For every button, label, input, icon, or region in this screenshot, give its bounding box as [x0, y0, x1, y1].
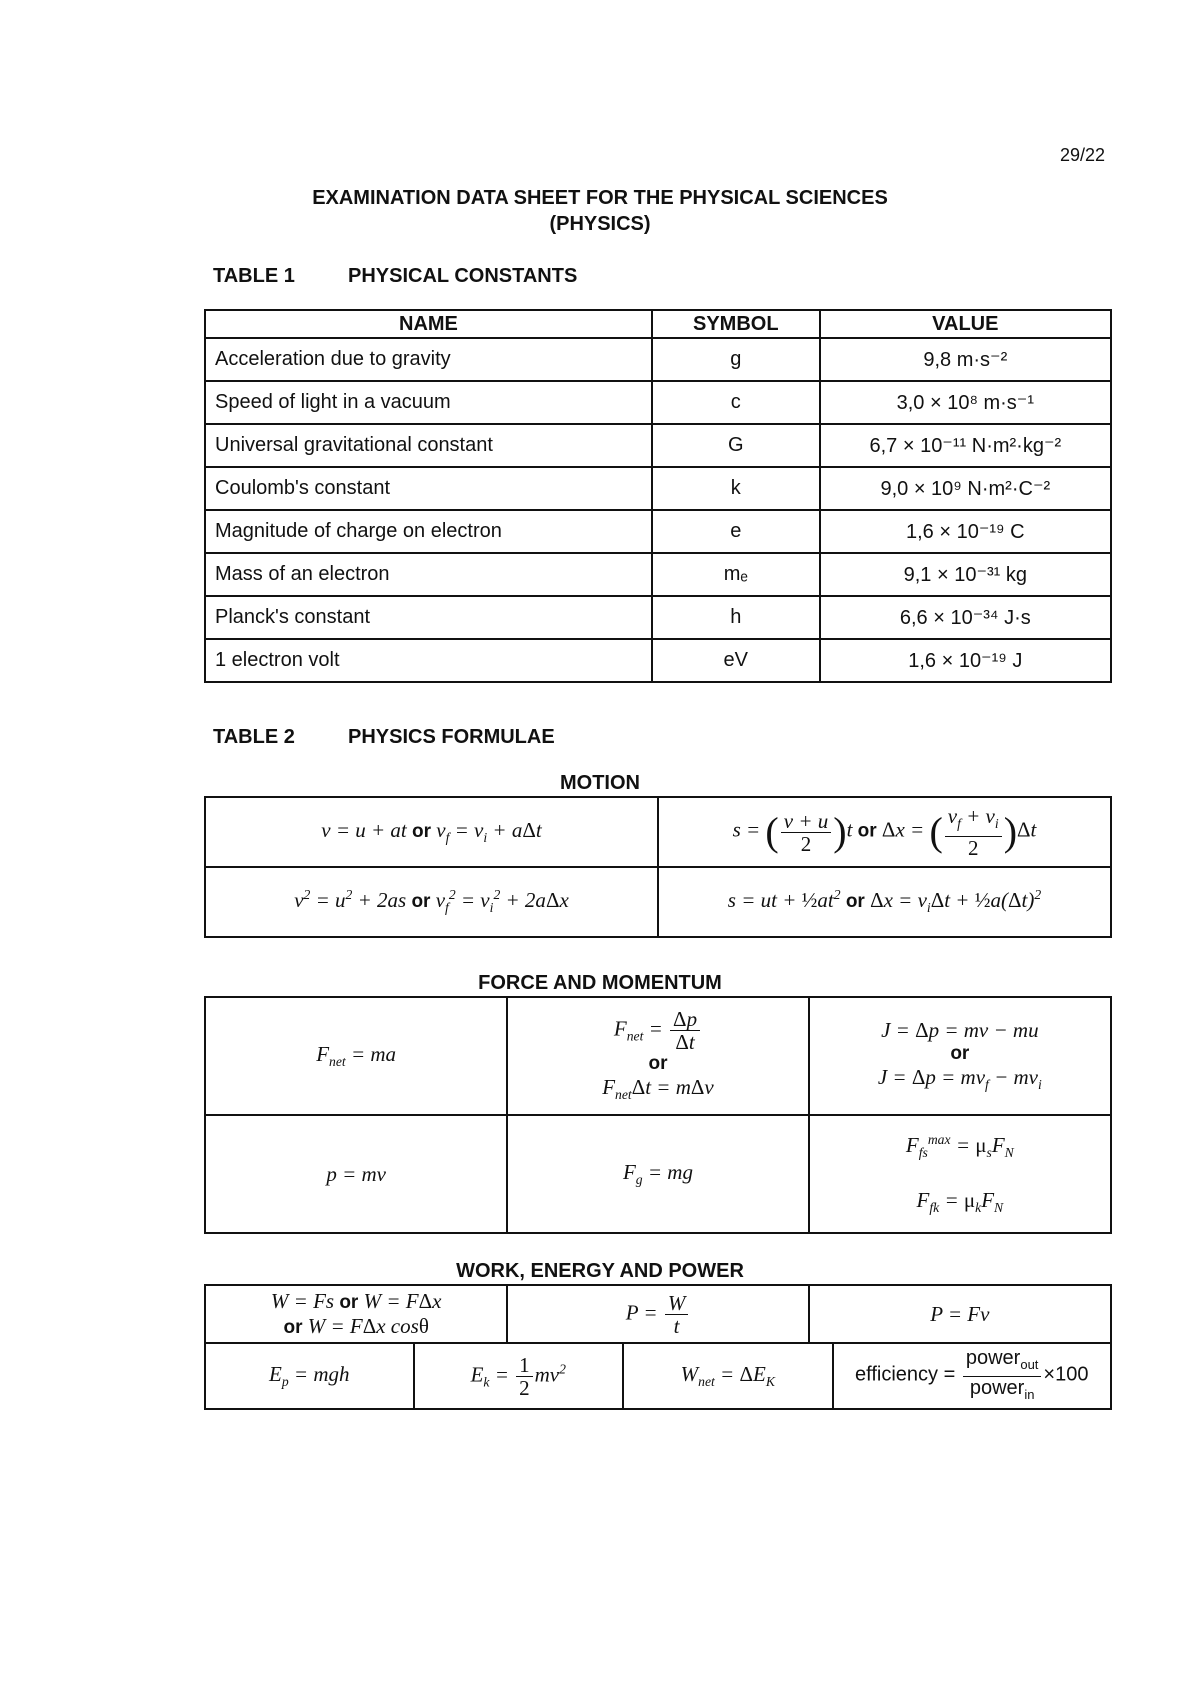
constant-value: 1,6 × 10⁻¹⁹ C: [820, 510, 1111, 553]
constant-name: Mass of an electron: [205, 553, 652, 596]
formula-newton-second-law: $F_{net}$ = ma: [205, 997, 507, 1115]
efficiency-label: efficiency: [855, 1363, 939, 1386]
work-formula-table-top: [204, 1284, 1112, 1344]
formula-weight: $F_g$ = mg: [507, 1115, 808, 1233]
motion-formula-table: [204, 796, 1112, 938]
force-momentum-heading: FORCE AND MOMENTUM: [478, 972, 722, 994]
constant-value: 3,0 × 10⁸ m·s⁻¹: [820, 381, 1111, 424]
table-row: [205, 424, 1111, 467]
power-in-label: power: [969, 1376, 1025, 1399]
constant-value: 6,6 × 10⁻³⁴ J·s: [820, 596, 1111, 639]
formula-potential-energy: $E_p$ = mgh: [205, 1343, 414, 1409]
constants-header-row: [205, 310, 1111, 338]
constant-value: 9,1 × 10⁻³¹ kg: [820, 553, 1111, 596]
table2-title: PHYSICS FORMULAE: [348, 726, 555, 748]
power-out-label: power: [965, 1346, 1021, 1369]
title-line-2: (PHYSICS): [549, 213, 651, 235]
table-row: [205, 797, 1111, 867]
constant-symbol: k: [652, 467, 820, 510]
constant-value: 6,7 × 10⁻¹¹ N·m²·kg⁻²: [820, 424, 1111, 467]
formula-power: P = $\frac{W}{t}$: [507, 1285, 808, 1343]
constant-symbol: eV: [652, 639, 820, 682]
table1-number: TABLE 1: [213, 265, 295, 287]
formula-impulse-force: $F_{net}$ = $\frac{\Delta p}{\Delta t}$ or $F_{net}\Delta t = m\Delta v$: [507, 997, 808, 1115]
header-name: NAME: [205, 310, 652, 338]
formula-velocity-squared: $v^2 = u^2 + 2as$ or $v_f^2 = v_i^2 + 2a\Delta x$: [205, 867, 658, 937]
formula-power-velocity: P = Fv: [809, 1285, 1111, 1343]
formula-velocity: v = u + at or $v_f = v_i + a\Delta t$: [205, 797, 658, 867]
title-line-1: EXAMINATION DATA SHEET FOR THE PHYSICAL SCIENCES: [312, 187, 888, 209]
table1-heading: [213, 265, 577, 288]
force-formula-table: [204, 996, 1112, 1234]
table-row: [205, 596, 1111, 639]
table-row: [205, 381, 1111, 424]
table-row: [205, 510, 1111, 553]
constant-name: 1 electron volt: [205, 639, 652, 682]
formula-work: W = Fs or W = FΔx or W = FΔx cosθ: [205, 1285, 507, 1343]
formula-kinetic-energy: $E_k$ = $\frac{1}{2}$ $mv^2$: [414, 1343, 624, 1409]
times-100-label: ×100: [1043, 1363, 1089, 1386]
constant-symbol: h: [652, 596, 820, 639]
table1-title: PHYSICAL CONSTANTS: [348, 265, 578, 287]
constant-value: 9,8 m·s⁻²: [820, 338, 1111, 381]
table-row: [205, 467, 1111, 510]
work-formula-table-bottom: [204, 1342, 1112, 1410]
motion-heading: MOTION: [560, 772, 640, 794]
constant-symbol: e: [652, 510, 820, 553]
constant-value: 9,0 × 10⁹ N·m²·C⁻²: [820, 467, 1111, 510]
table2-heading: [213, 726, 555, 749]
constant-value: 1,6 × 10⁻¹⁹ J: [820, 639, 1111, 682]
document-title: [0, 185, 1200, 237]
constant-name: Speed of light in a vacuum: [205, 381, 652, 424]
constant-symbol: mₑ: [652, 553, 820, 596]
constants-table: [204, 309, 1112, 683]
constant-name: Universal gravitational constant: [205, 424, 652, 467]
constant-name: Acceleration due to gravity: [205, 338, 652, 381]
constant-symbol: G: [652, 424, 820, 467]
table-row: [205, 1285, 1111, 1343]
formula-impulse: J = Δp = mv − mu or $J = \Delta p = mv_f - mv_i$: [809, 997, 1111, 1115]
table-row: [205, 639, 1111, 682]
formula-friction: $F_{fs}^{max} = \mu_sF_N$ $F_{fk} = \mu_kF_N$: [809, 1115, 1111, 1233]
constant-symbol: c: [652, 381, 820, 424]
formula-displacement-average: s = ( $\frac{v + u}{2}$ )t or Δx = ( $\frac{v_f + v_i}{2}$ )Δt: [658, 797, 1111, 867]
table2-number: TABLE 2: [213, 726, 295, 748]
or-label: or: [950, 1043, 970, 1065]
constant-name: Coulomb's constant: [205, 467, 652, 510]
constant-symbol: g: [652, 338, 820, 381]
table-row: [205, 1115, 1111, 1233]
table-row: [205, 1343, 1111, 1409]
table-row: [205, 997, 1111, 1115]
or-label: or: [648, 1053, 668, 1075]
formula-work-energy-theorem: $W_{net} = \Delta E_K$: [623, 1343, 833, 1409]
constant-name: Planck's constant: [205, 596, 652, 639]
work-energy-power-heading: WORK, ENERGY AND POWER: [456, 1260, 744, 1282]
formula-efficiency: efficiency = $\frac{power_{out}}{power_{in}}$ ×100: [833, 1343, 1111, 1409]
page-number: 29/22: [1060, 145, 1106, 165]
table-row: [205, 338, 1111, 381]
formula-momentum: p = mv: [205, 1115, 507, 1233]
table-row: [205, 553, 1111, 596]
formula-displacement-acceleration: s = ut + $\frac{1}{2}at^2$ or $\Delta x = v_i\Delta t$ + $\frac{1}{2}a(\Delta t)^2$: [658, 867, 1111, 937]
header-symbol: SYMBOL: [652, 310, 820, 338]
header-value: VALUE: [820, 310, 1111, 338]
table-row: [205, 867, 1111, 937]
constant-name: Magnitude of charge on electron: [205, 510, 652, 553]
